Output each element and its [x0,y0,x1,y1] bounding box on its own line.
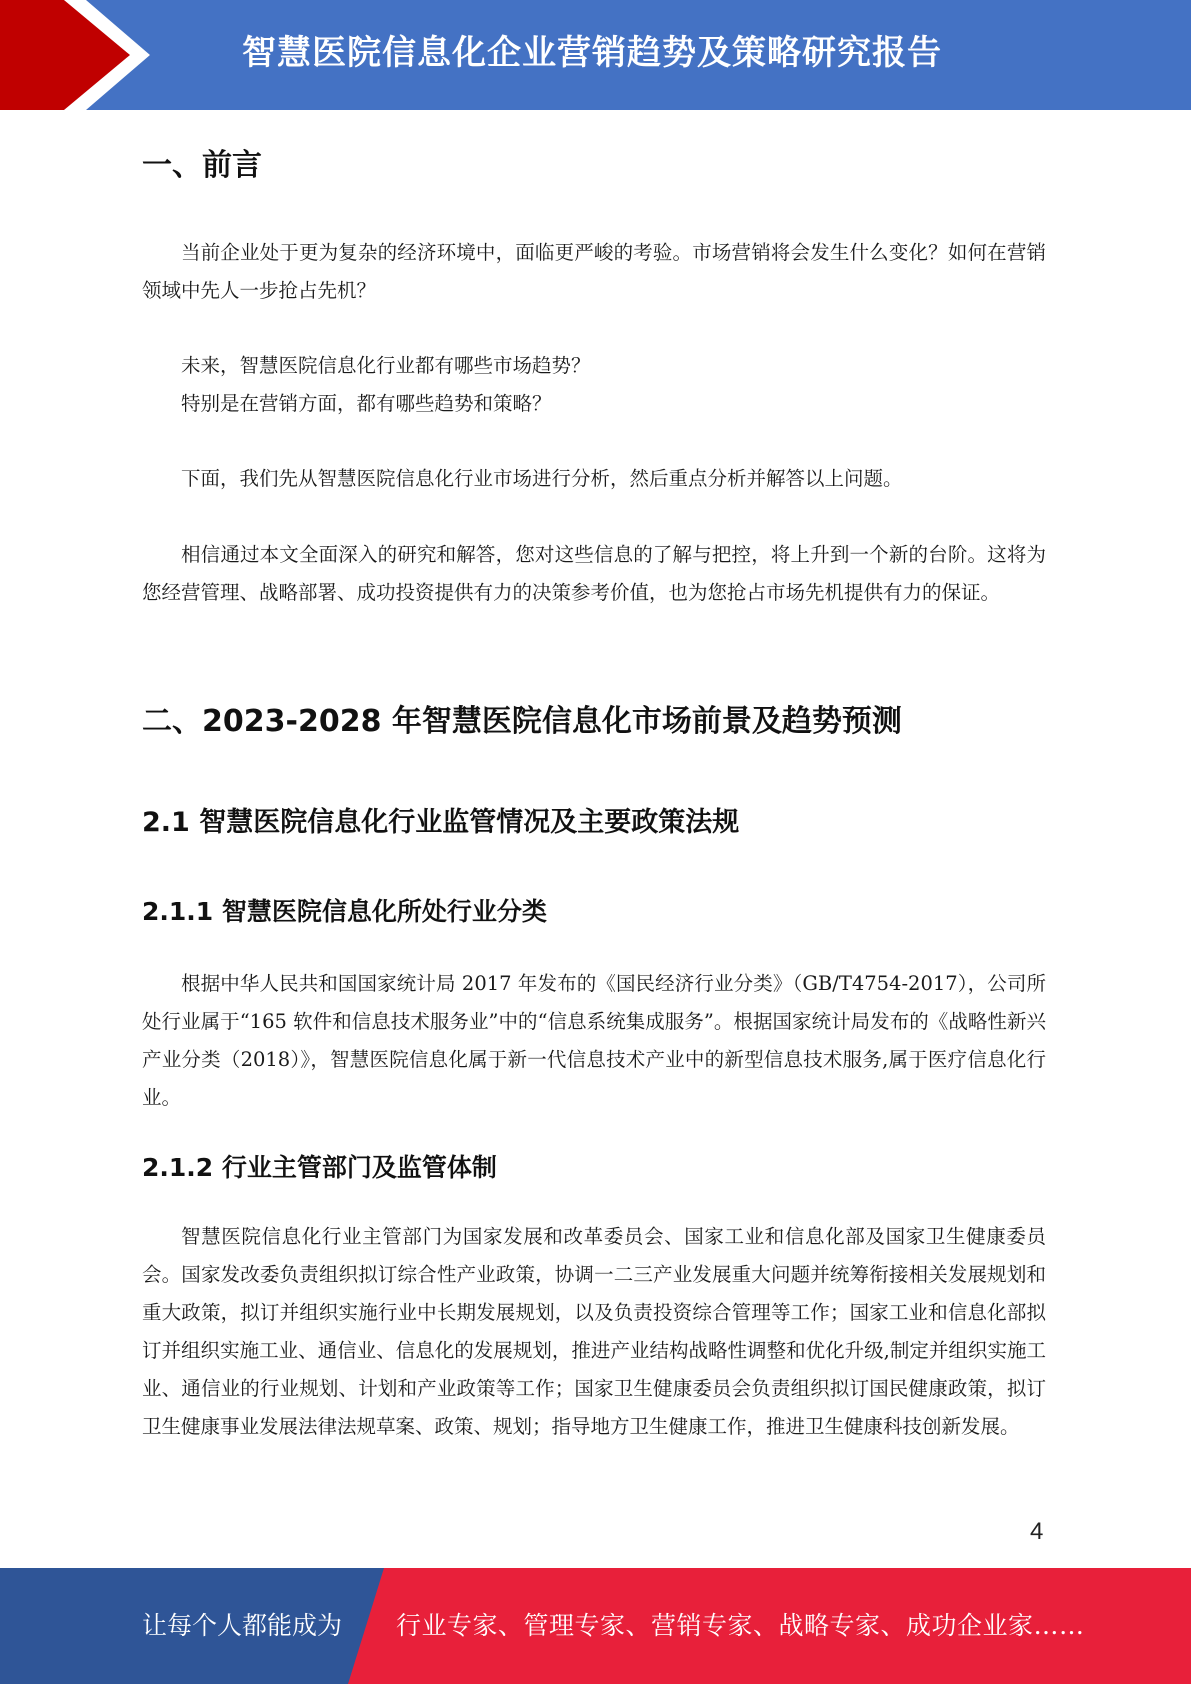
subsection-heading: 2.1.1 智慧医院信息化所处行业分类 [142,897,547,926]
subsection-heading: 2.1.2 行业主管部门及监管体制 [142,1153,497,1182]
section-heading-forecast: 二、2023-2028 年智慧医院信息化市场前景及趋势预测 [142,704,902,739]
paragraph: 下面，我们先从智慧医院信息化行业市场进行分析，然后重点分析并解答以上问题。 [181,467,903,490]
paragraph: 未来，智慧医院信息化行业都有哪些市场趋势？ [181,354,591,377]
footer-slogan-right: 行业专家、管理专家、营销专家、战略专家、成功企业家…… [396,1611,1085,1640]
paragraph: 特别是在营销方面，都有哪些趋势和策略？ [181,392,552,415]
footer-banner [0,1568,1191,1684]
page-number: 4 [1030,1518,1044,1545]
paragraph: 当前企业处于更为复杂的经济环境中，面临更严峻的考验。市场营销将会发生什么变化？如何在营销领域中先人一步抢占先机？ [142,241,1046,302]
section-heading-preface: 一、前言 [142,148,262,183]
paragraph: 相信通过本文全面深入的研究和解答，您对这些信息的了解与把控，将上升到一个新的台阶。这将为您经营管理、战略部署、成功投资提供有力的决策参考价值，也为您抢占市场先机提供有力的保证。 [142,543,1046,604]
header-banner [0,0,1191,110]
paragraph: 智慧医院信息化行业主管部门为国家发展和改革委员会、国家工业和信息化部及国家卫生健康委员会。国家发改委负责组织拟订综合性产业政策，协调一二三产业发展重大问题并统筹衔接相关发展规划和重大政策，拟订并组织实施行业中长期发展规划，以及负责投资综合管理等工作；国家工业和信息化部拟订并组织实施工业、通信业、信息化的发展规划，推进产业结构战略性调整和优化升级,制定并组织实施工业、通信业的行业规划、计划和产业政策等工作；国家卫生健康委员会负责组织拟订国民健康政策，拟订卫生健康事业发展法律法规草案、政策、规划；指导地方卫生健康工作，推进卫生健康科技创新发展。 [142,1225,1046,1438]
paragraph: 根据中华人民共和国国家统计局 2017 年发布的《国民经济行业分类》（GB/T4754-2017），公司所处行业属于“165 软件和信息技术服务业”中的“信息系统集成服务”。根据国家统计局发布的《战略性新兴产业分类（2018）》，智慧医院信息化属于新一代信息技术产业中的新型信息技术服务,属于医疗信息化行业。 [142,972,1046,1109]
report-title: 智慧医院信息化企业营销趋势及策略研究报告 [242,33,942,73]
subsection-heading: 2.1 智慧医院信息化行业监管情况及主要政策法规 [142,807,740,838]
footer-slogan-left: 让每个人都能成为 [142,1611,343,1640]
